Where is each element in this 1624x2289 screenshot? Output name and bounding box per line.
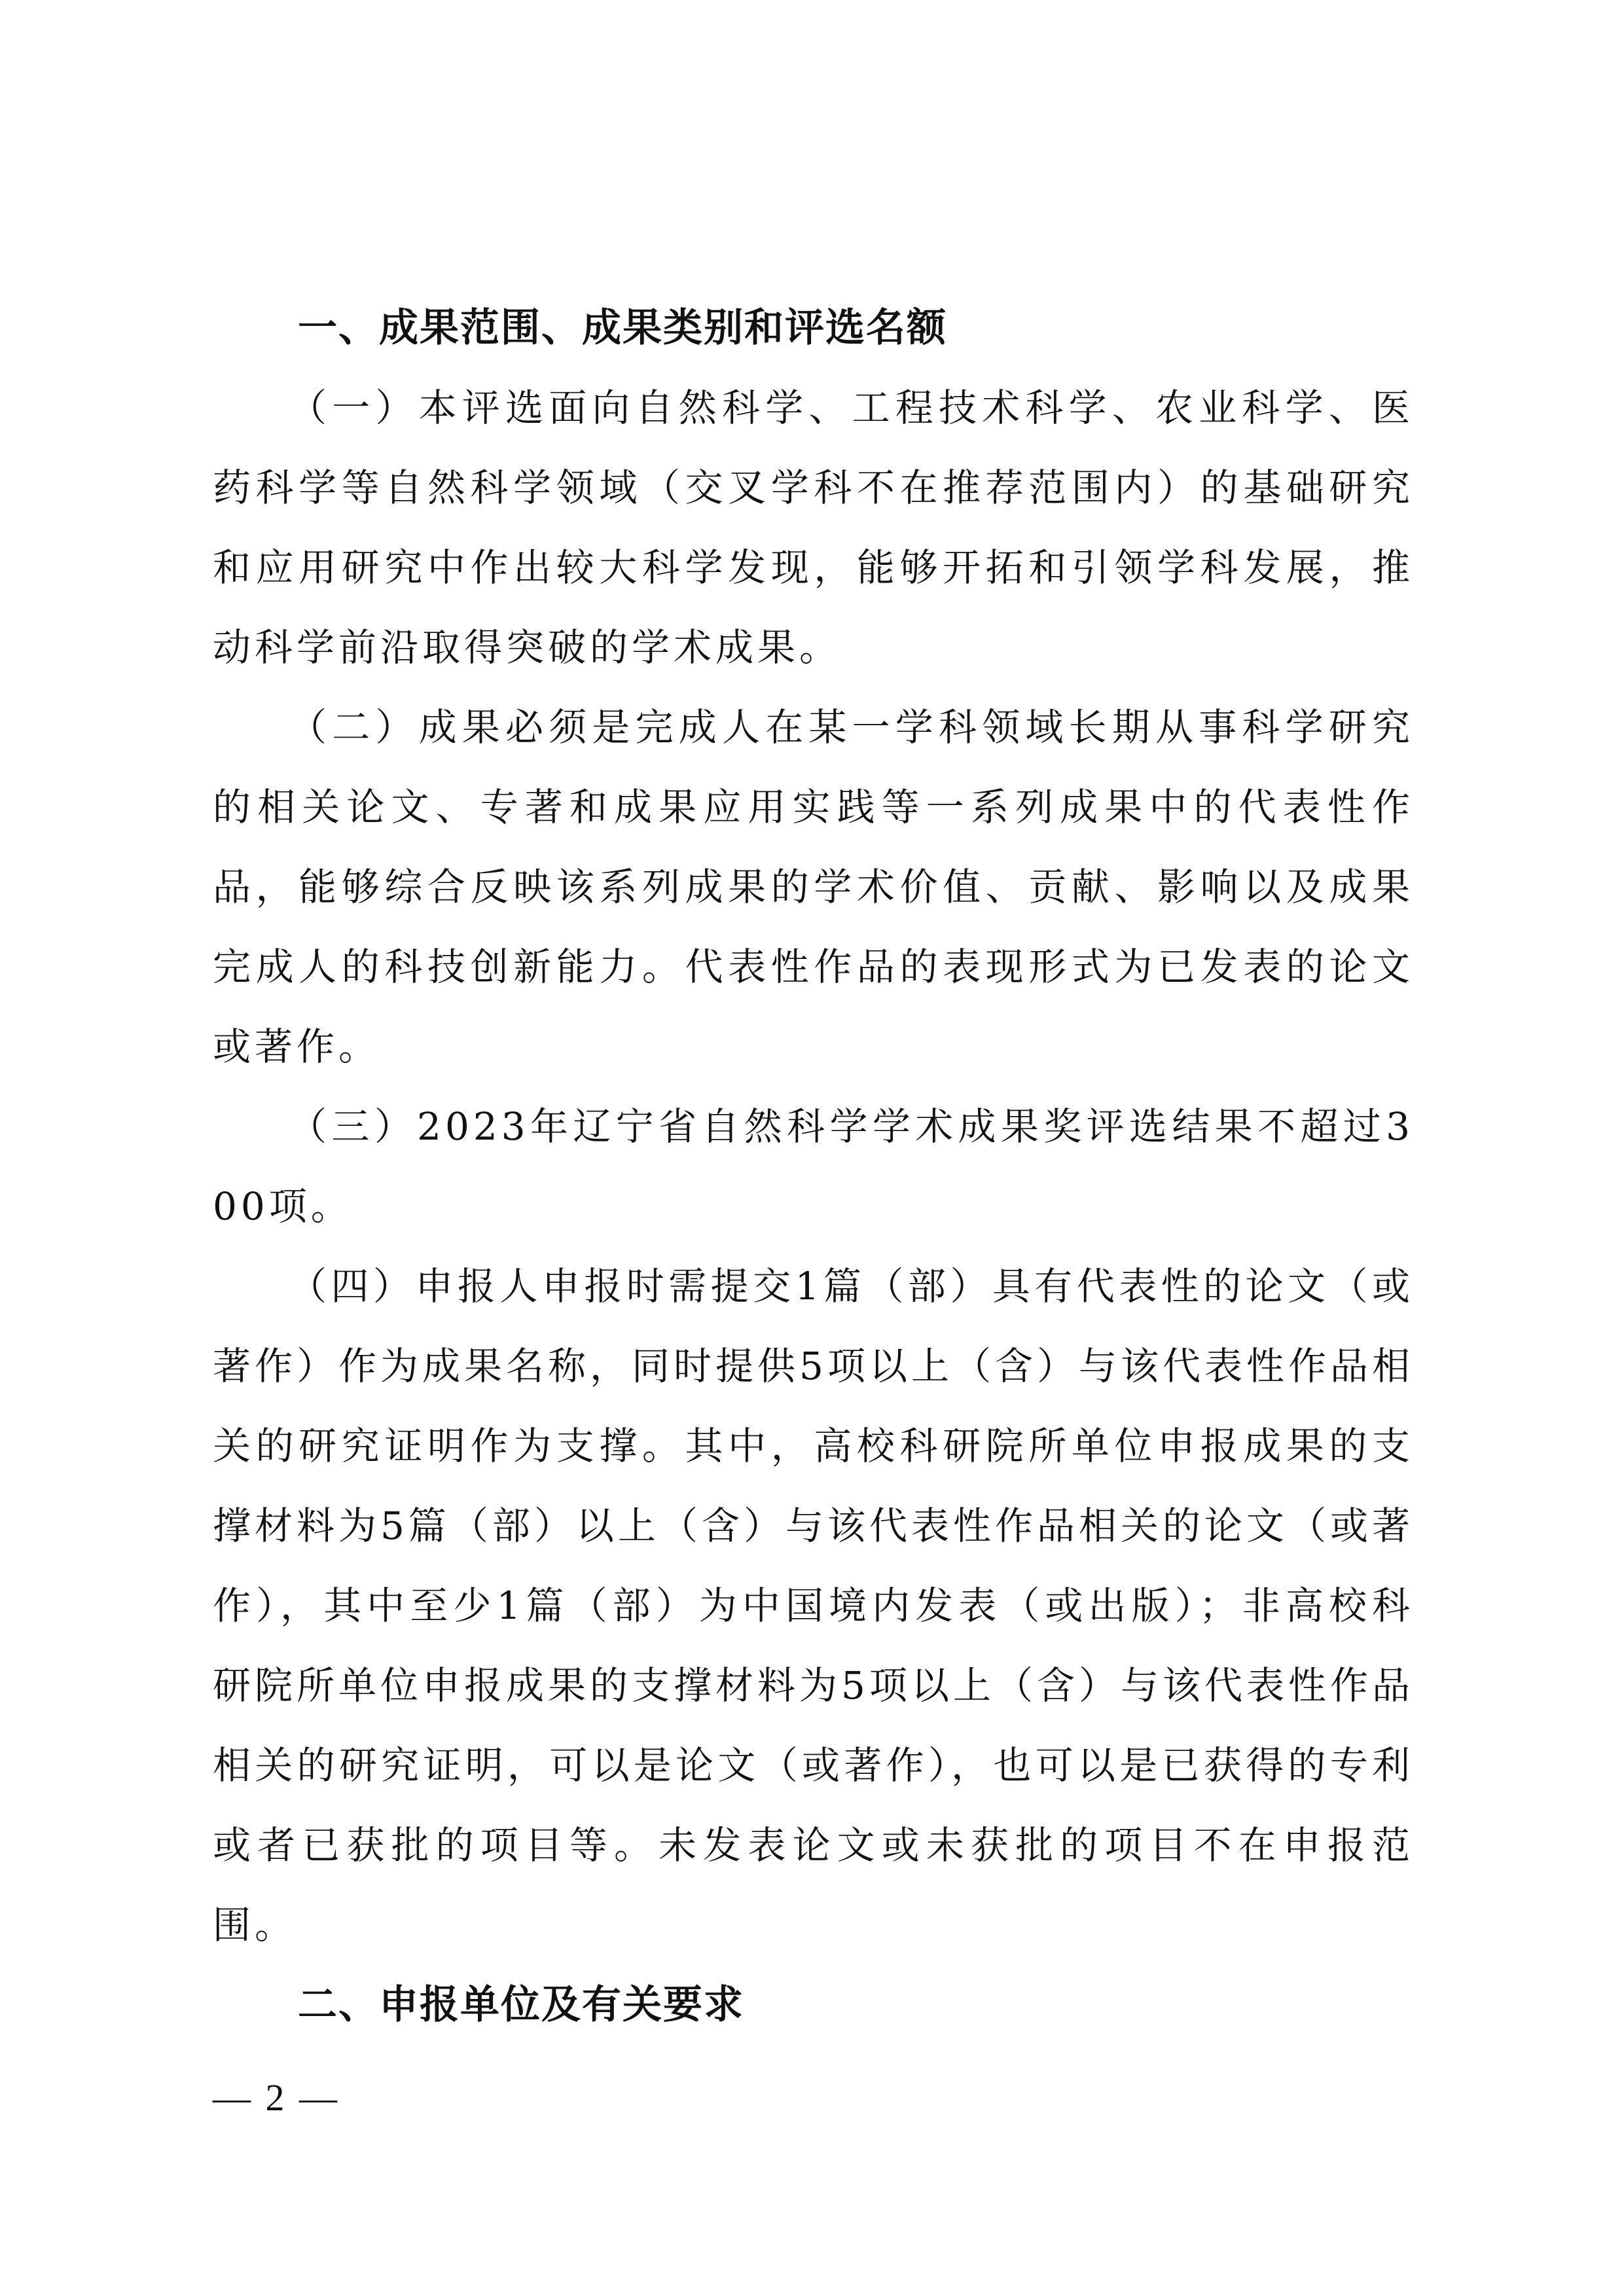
paragraph-4: （四）申报人申报时需提交1篇（部）具有代表性的论文（或著作）作为成果名称，同时提供5项以上（含）与该代表性作品相关的研究证明作为支撑。其中，高校科研院所单位申报成果的支撑材料为5篇（部）以上（含）与该代表性作品相关的论文（或著作），其中至少1篇（部）为中国境内发表（或出版）；非高校科研院所单位申报成果的支撑材料为5项以上（含）与该代表性作品相关的研究证明，可以是论文（或著作），也可以是已获得的专利或者已获批的项目等。未发表论文或未获批的项目不在申报范围。 xyxy=(213,1264,1414,1947)
section-heading-2: 二、申报单位及有关要求 xyxy=(298,1982,744,2028)
paragraph-2: （二）成果必须是完成人在某一学科领域长期从事科学研究的相关论文、专著和成果应用实践等一系列成果中的代表性作品，能够综合反映该系列成果的学术价值、贡献、影响以及成果完成人的科技创新能力。代表性作品的表现形式为已发表的论文或著作。 xyxy=(213,705,1414,1069)
section-heading-1: 一、成果范围、成果类别和评选名额 xyxy=(298,305,947,351)
paragraph-1: （一）本评选面向自然科学、工程技术科学、农业科学、医药科学等自然科学领域（交叉学科不在推荐范围内）的基础研究和应用研究中作出较大科学发现，能够开拓和引领学科发展，推动科学前沿取得突破的学术成果。 xyxy=(213,386,1414,670)
paragraph-3: （三）2023年辽宁省自然科学学术成果奖评选结果不超过300项。 xyxy=(213,1104,1414,1229)
page-number: — 2 — xyxy=(213,2076,340,2119)
document-body xyxy=(213,288,1414,2045)
